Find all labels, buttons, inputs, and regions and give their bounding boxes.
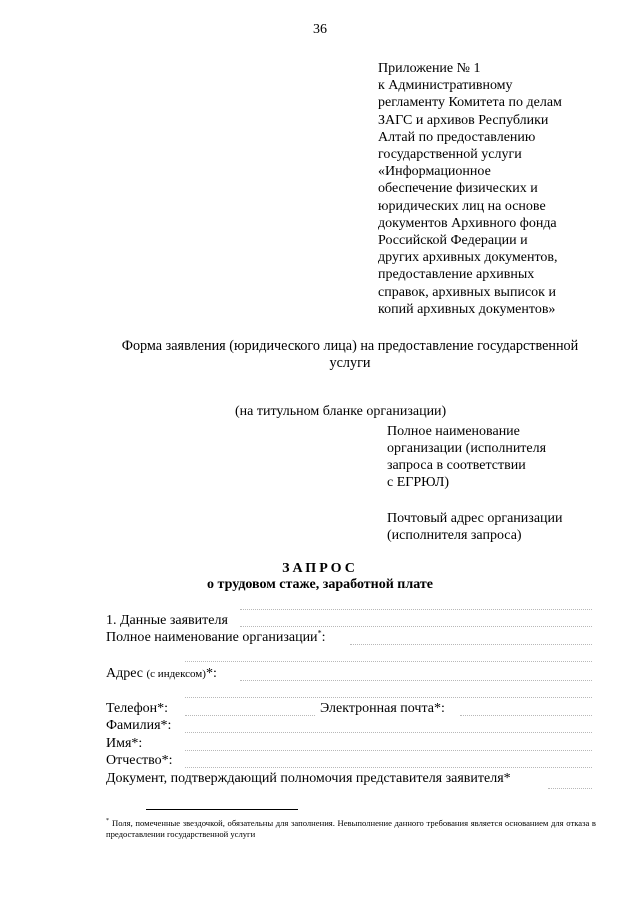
org-name-line: организации (исполнителя	[387, 441, 547, 456]
patronymic-input[interactable]	[185, 767, 592, 768]
appendix-block	[378, 60, 618, 318]
surname-input[interactable]	[185, 732, 592, 733]
form-title	[100, 338, 600, 372]
appendix-line: государственной услуги	[378, 147, 522, 163]
appendix-line: Алтай по предоставлению	[378, 129, 536, 145]
fill-line	[185, 697, 592, 698]
address-suffix: *:	[205, 666, 217, 681]
name-input[interactable]	[185, 750, 592, 751]
appendix-line: Приложение № 1	[378, 61, 481, 76]
footnote-reference: *	[317, 628, 322, 638]
fill-line	[240, 626, 592, 627]
phone-label: Телефон*:	[106, 701, 169, 716]
org-full-name-label	[106, 630, 325, 646]
org-name-line: запроса в соответствии	[387, 458, 526, 473]
email-label: Электронная почта*:	[320, 701, 445, 716]
postal-address-block	[387, 510, 563, 544]
authority-document-input[interactable]	[548, 788, 592, 789]
footnote	[106, 818, 596, 840]
form-title-line: услуги	[329, 355, 371, 371]
org-name-line: с ЕГРЮЛ)	[387, 475, 449, 490]
page-number: 36	[313, 22, 327, 37]
request-title: ЗАПРОС	[282, 561, 358, 576]
appendix-line: документов Архивного фонда	[378, 215, 557, 231]
appendix-line: к Административному	[378, 78, 513, 94]
request-subtitle: о трудовом стаже, заработной плате	[207, 577, 433, 592]
appendix-line: юридических лиц на основе	[378, 198, 546, 214]
section-applicant-data: 1. Данные заявителя	[106, 613, 228, 628]
name-label: Имя*:	[106, 736, 143, 751]
email-input[interactable]	[460, 715, 592, 716]
appendix-line: «Информационное	[378, 164, 491, 180]
org-name-line: Полное наименование	[387, 424, 520, 439]
appendix-line: регламенту Комитета по делам	[378, 95, 562, 111]
org-full-name-colon: :	[321, 630, 326, 645]
appendix-line: обеспечение физических и	[378, 181, 538, 197]
org-full-name-text: Полное наименование организации	[106, 630, 318, 645]
postal-address-line: (исполнителя запроса)	[387, 528, 522, 543]
postal-address-line: Почтовый адрес организации	[387, 511, 563, 526]
address-label	[106, 666, 217, 682]
footnote-text: Поля, помеченные звездочкой, обязательны для заполнения. Невыполнение данного требования является основанием для отказа в предоставлении государственной услуги	[106, 818, 596, 839]
org-name-block	[387, 423, 546, 491]
phone-input[interactable]	[185, 715, 315, 716]
letterhead-note: (на титульном бланке организации)	[235, 404, 447, 419]
appendix-line: справок, архивных выписок и	[378, 284, 556, 300]
appendix-line: предоставление архивных	[378, 267, 535, 283]
address-note: (с индексом)	[146, 668, 206, 680]
fill-line	[185, 661, 592, 662]
form-title-line: Форма заявления (юридического лица) на предоставление государственной	[121, 338, 579, 354]
address-text: Адрес	[106, 666, 144, 681]
surname-label: Фамилия*:	[106, 718, 172, 733]
patronymic-label: Отчество*:	[106, 753, 173, 768]
fill-line	[240, 609, 592, 610]
footnote-mark: *	[106, 818, 109, 825]
appendix-line: ЗАГС и архивов Республики	[378, 112, 549, 128]
appendix-line: копий архивных документов»	[378, 301, 556, 317]
authority-document-label: Документ, подтверждающий полномочия представителя заявителя*	[106, 771, 511, 786]
footnote-divider	[146, 809, 298, 810]
appendix-line: других архивных документов,	[378, 250, 558, 266]
org-full-name-input[interactable]	[350, 644, 592, 645]
address-input[interactable]	[240, 680, 592, 681]
appendix-line: Российской Федерации и	[378, 233, 528, 249]
